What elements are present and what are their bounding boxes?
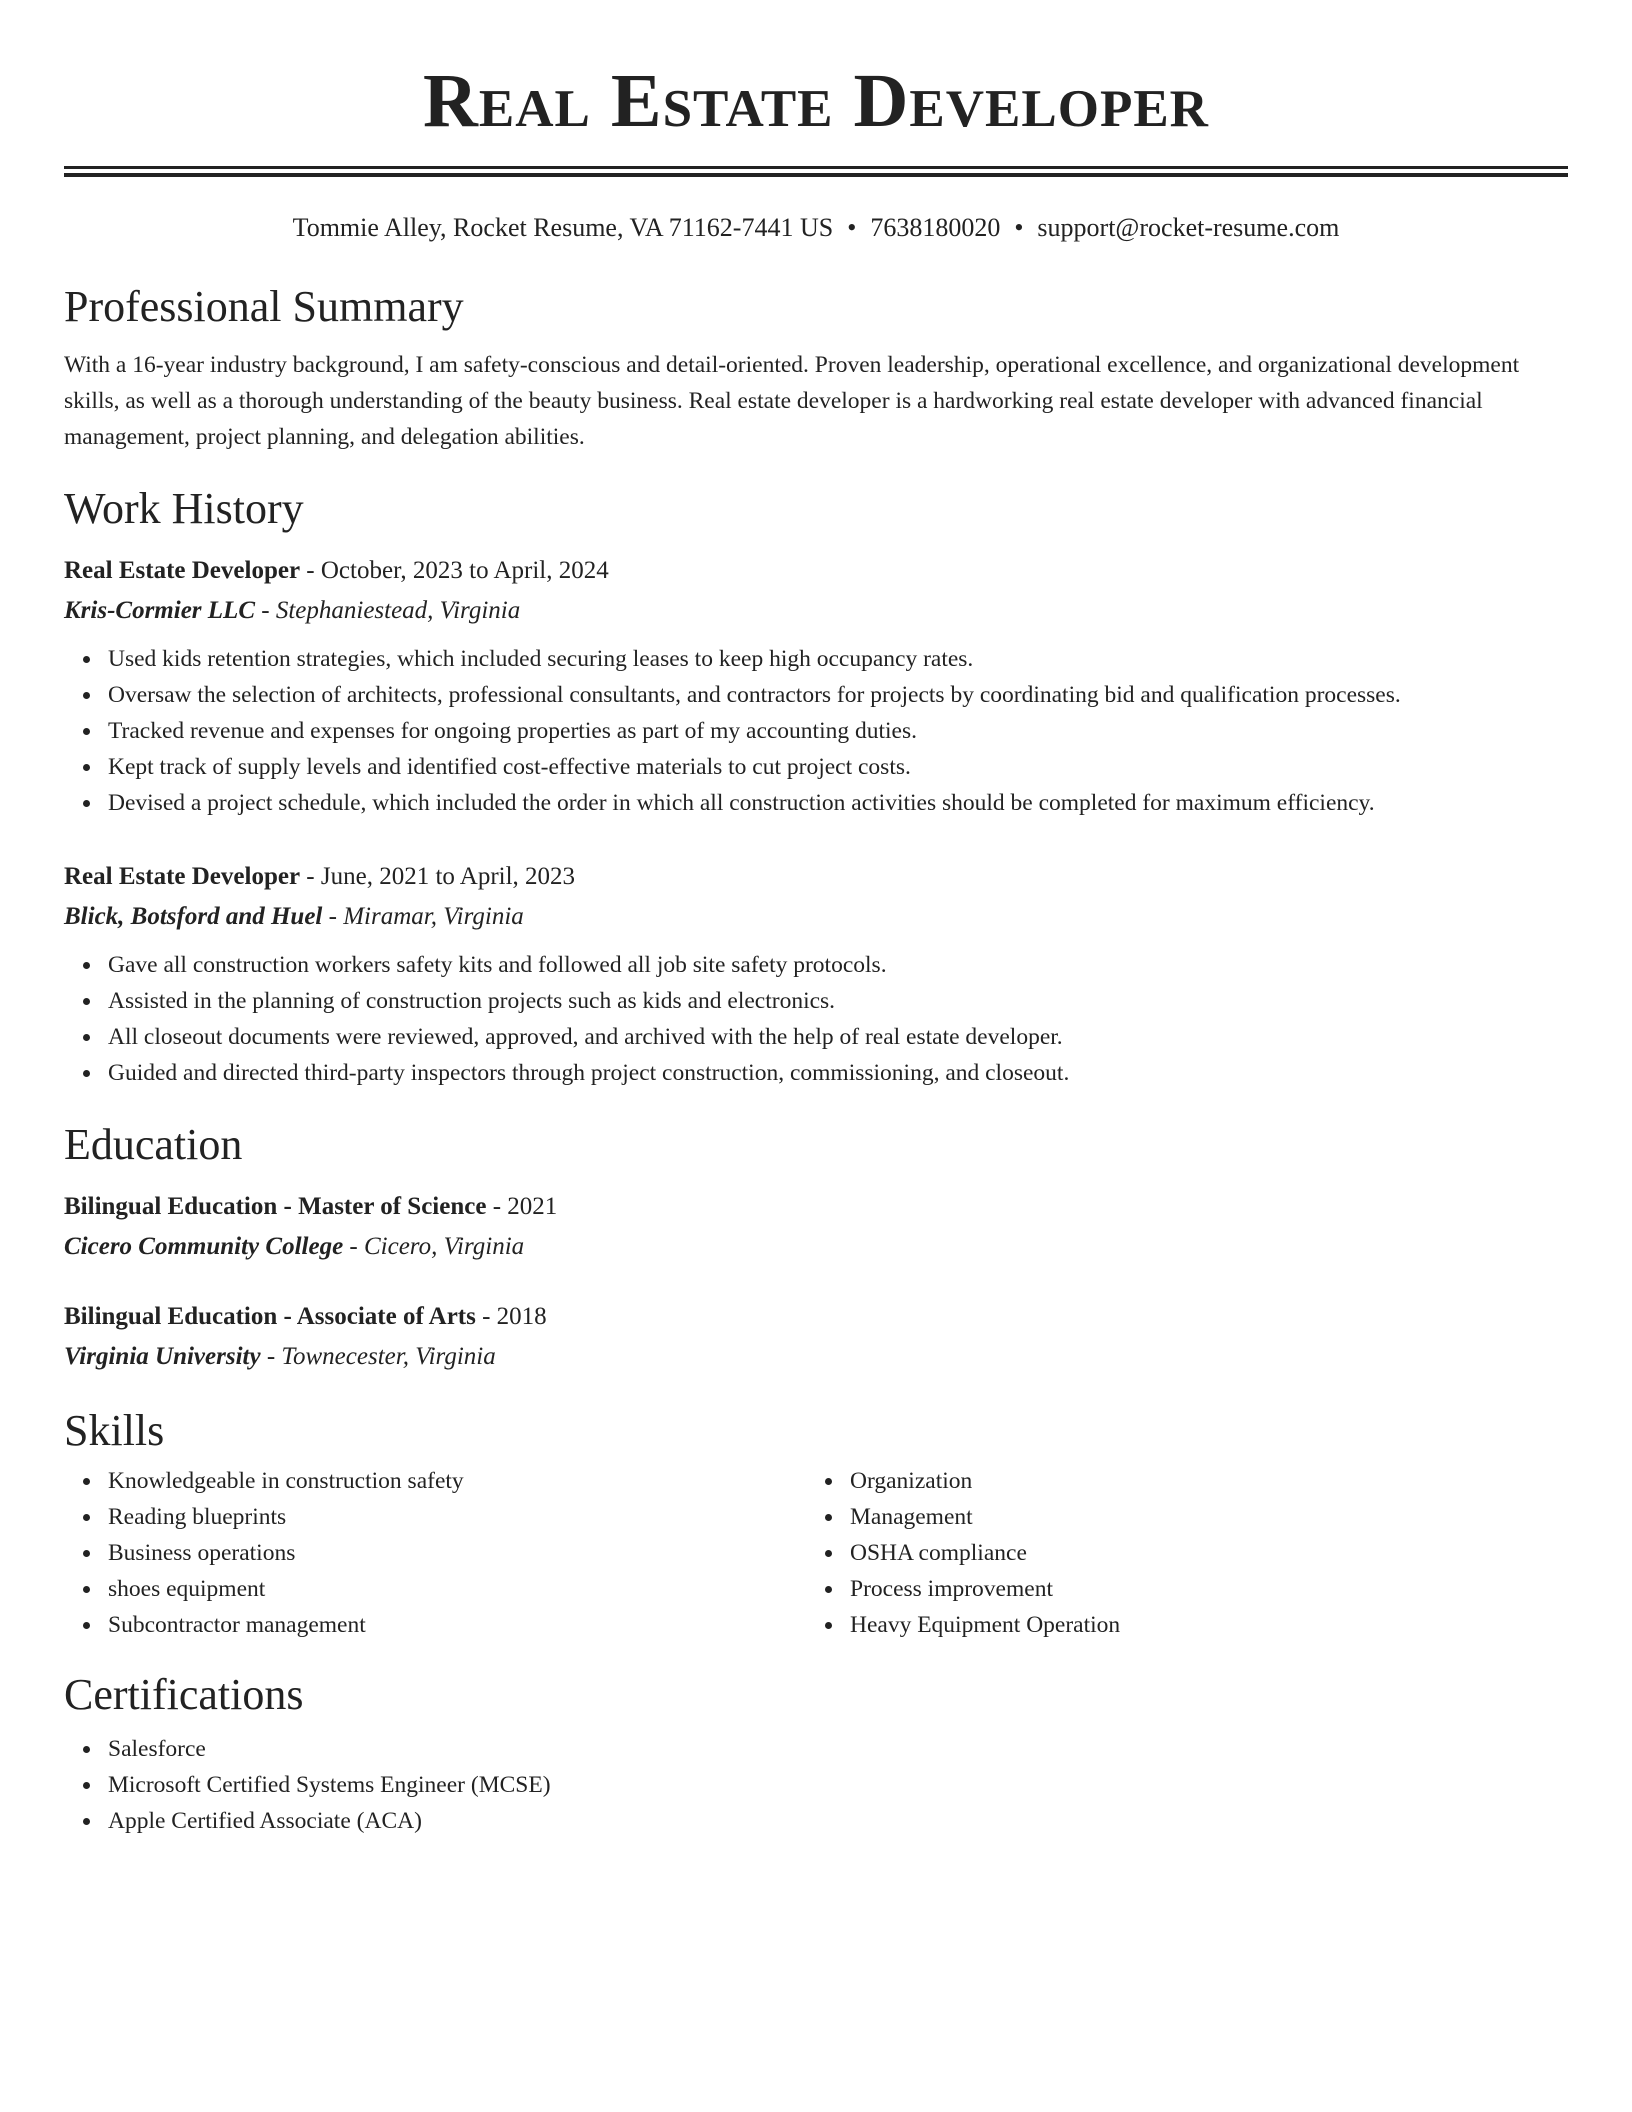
job-title: Real Estate Developer: [64, 863, 301, 890]
school-location: - Cicero, Virginia: [343, 1233, 525, 1260]
degree-year: - 2021: [486, 1193, 558, 1220]
school-line: [64, 1227, 1568, 1267]
job-entry: [64, 551, 1568, 821]
list-item: Management: [850, 1499, 1548, 1535]
job-title: Real Estate Developer: [64, 557, 301, 584]
list-item: Salesforce: [108, 1731, 1568, 1767]
list-item: Devised a project schedule, which included the order in which all construction activities should be completed for maximum efficiency.: [108, 785, 1568, 821]
contact-separator: •: [1014, 213, 1024, 242]
contact-line: [64, 211, 1568, 245]
degree-line: [64, 1187, 1568, 1227]
degree-name: Bilingual Education - Master of Science: [64, 1193, 487, 1220]
job-company: Kris-Cormier LLC: [64, 597, 255, 624]
list-item: Gave all construction workers safety kits and followed all job site safety protocols.: [108, 947, 1568, 983]
list-item: Assisted in the planning of construction projects such as kids and electronics.: [108, 983, 1568, 1019]
contact-address: Tommie Alley, Rocket Resume, VA 71162-7441 US: [292, 213, 834, 242]
job-duties-list: [64, 641, 1568, 821]
list-item: Organization: [850, 1463, 1548, 1499]
job-location: - Stephaniestead, Virginia: [255, 597, 521, 624]
school-name: Virginia University: [64, 1343, 261, 1370]
education-entry: [64, 1187, 1568, 1267]
list-item: Subcontractor management: [108, 1607, 806, 1643]
list-item: Microsoft Certified Systems Engineer (MCSE): [108, 1767, 1568, 1803]
list-item: Reading blueprints: [108, 1499, 806, 1535]
list-item: Heavy Equipment Operation: [850, 1607, 1548, 1643]
summary-text: With a 16-year industry background, I am safety-conscious and detail-oriented. Proven leadership, operational excellence, and organizational development skills, as well as a thorough understanding of the beauty business. Real estate developer is a hardworking real estate developer with advanced financial management, project planning, and delegation abilities.: [64, 352, 1520, 450]
job-dates: - October, 2023 to April, 2024: [300, 557, 609, 584]
degree-year: - 2018: [475, 1303, 547, 1330]
job-duties-list: [64, 947, 1568, 1091]
summary-heading: Professional Summary: [64, 282, 464, 331]
work-history-heading: Work History: [64, 484, 304, 533]
education-heading: Education: [64, 1120, 243, 1169]
list-item: Tracked revenue and expenses for ongoing properties as part of my accounting duties.: [108, 713, 1568, 749]
school-name: Cicero Community College: [64, 1233, 344, 1260]
education-entry: [64, 1297, 1568, 1377]
list-item: Oversaw the selection of architects, professional consultants, and contractors for projects by coordinating bid and qualification processes.: [108, 677, 1568, 713]
job-company-line: [64, 897, 1568, 937]
list-item: All closeout documents were reviewed, approved, and archived with the help of real estate developer.: [108, 1019, 1568, 1055]
degree-line: [64, 1297, 1568, 1337]
list-item: Knowledgeable in construction safety: [108, 1463, 806, 1499]
title-divider: [64, 166, 1568, 177]
school-location: - Townecester, Virginia: [260, 1343, 496, 1370]
job-company: Blick, Botsford and Huel: [64, 903, 323, 930]
list-item: Used kids retention strategies, which included securing leases to keep high occupancy rates.: [108, 641, 1568, 677]
contact-separator: •: [847, 213, 857, 242]
school-line: [64, 1337, 1568, 1377]
skills-columns: [64, 1463, 1568, 1643]
skills-list-left: [64, 1463, 806, 1643]
list-item: Kept track of supply levels and identified cost-effective materials to cut project costs.: [108, 749, 1568, 785]
list-item: Process improvement: [850, 1571, 1548, 1607]
skills-list-right: [806, 1463, 1548, 1643]
job-title-line: [64, 551, 1568, 591]
list-item: OSHA compliance: [850, 1535, 1548, 1571]
certifications-heading: Certifications: [64, 1670, 304, 1719]
degree-name: Bilingual Education - Associate of Arts: [64, 1303, 476, 1330]
contact-email: support@rocket-resume.com: [1037, 213, 1340, 242]
list-item: shoes equipment: [108, 1571, 806, 1607]
job-entry: [64, 857, 1568, 1091]
job-company-line: [64, 591, 1568, 631]
job-dates: - June, 2021 to April, 2023: [300, 863, 576, 890]
resume-title: Real Estate Developer: [423, 59, 1209, 143]
list-item: Guided and directed third-party inspectors through project construction, commissioning, and closeout.: [108, 1055, 1568, 1091]
skills-heading: Skills: [64, 1406, 165, 1455]
list-item: Apple Certified Associate (ACA): [108, 1803, 1568, 1839]
job-title-line: [64, 857, 1568, 897]
contact-phone: 7638180020: [870, 213, 1001, 242]
list-item: Business operations: [108, 1535, 806, 1571]
certifications-list: [64, 1731, 1568, 1839]
job-location: - Miramar, Virginia: [322, 903, 524, 930]
